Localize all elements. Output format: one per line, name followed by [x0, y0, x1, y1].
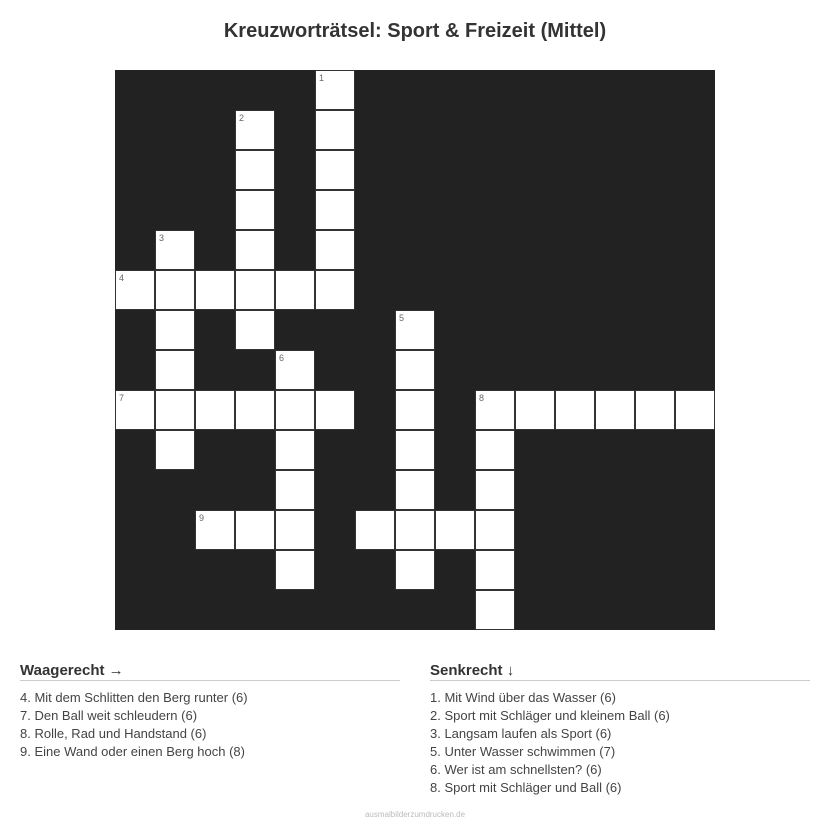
down-clue: 3. Langsam laufen als Sport (6): [430, 726, 612, 741]
clue-number: 3: [159, 233, 165, 243]
crossword-cell[interactable]: [435, 510, 475, 550]
crossword-cell[interactable]: [315, 110, 355, 150]
crossword-cell[interactable]: [395, 310, 435, 350]
crossword-cell[interactable]: [315, 70, 355, 110]
across-clues-section: [20, 662, 400, 761]
crossword-cell[interactable]: [235, 390, 275, 430]
across-clue: 7. Den Ball weit schleudern (6): [20, 708, 198, 723]
crossword-cell[interactable]: [395, 470, 435, 510]
crossword-cell[interactable]: [395, 550, 435, 590]
crossword-cell[interactable]: [475, 590, 515, 630]
crossword-cell[interactable]: [195, 270, 235, 310]
clue-number: 6: [279, 353, 285, 363]
clue-number: 5: [399, 313, 405, 323]
crossword-cell[interactable]: [155, 230, 195, 270]
crossword-cell[interactable]: [275, 270, 315, 310]
down-clue: 8. Sport mit Schläger und Ball (6): [430, 780, 622, 795]
down-clue-list: [430, 689, 810, 797]
crossword-cell[interactable]: [235, 150, 275, 190]
crossword-cell[interactable]: [235, 230, 275, 270]
crossword-cell[interactable]: [315, 270, 355, 310]
crossword-cell[interactable]: [595, 390, 635, 430]
crossword-cell[interactable]: [315, 150, 355, 190]
crossword-cell[interactable]: [395, 510, 435, 550]
clue-number: 4: [119, 273, 125, 283]
crossword-cell[interactable]: [235, 190, 275, 230]
crossword-cell[interactable]: [315, 390, 355, 430]
crossword-cell[interactable]: [275, 550, 315, 590]
across-clue: 9. Eine Wand oder einen Berg hoch (8): [20, 744, 245, 759]
crossword-grid: [115, 70, 715, 630]
crossword-cell[interactable]: [555, 390, 595, 430]
crossword-cell[interactable]: [195, 390, 235, 430]
down-clue: 6. Wer ist am schnellsten? (6): [430, 762, 602, 777]
crossword-cell[interactable]: [395, 430, 435, 470]
crossword-cell[interactable]: [115, 390, 155, 430]
crossword-cell[interactable]: [195, 510, 235, 550]
crossword-cell[interactable]: [475, 430, 515, 470]
clue-number: 9: [199, 513, 205, 523]
crossword-cell[interactable]: [635, 390, 675, 430]
crossword-cell[interactable]: [275, 390, 315, 430]
crossword-cell[interactable]: [395, 350, 435, 390]
down-heading: Senkrecht ↓: [430, 662, 810, 681]
crossword-cell[interactable]: [475, 510, 515, 550]
crossword-cell[interactable]: [275, 430, 315, 470]
footer-credit: ausmalbilderzumdrucken.de: [364, 810, 466, 819]
across-clue: 4. Mit dem Schlitten den Berg runter (6): [20, 690, 248, 705]
crossword-cell[interactable]: [275, 510, 315, 550]
crossword-cell[interactable]: [475, 470, 515, 510]
page-title: Kreuzworträtsel: Sport & Freizeit (Mittel): [223, 20, 607, 42]
crossword-cell[interactable]: [155, 390, 195, 430]
clue-number: 8: [479, 393, 485, 403]
crossword-cell[interactable]: [275, 350, 315, 390]
across-clue: 8. Rolle, Rad und Handstand (6): [20, 726, 207, 741]
crossword-cell[interactable]: [155, 270, 195, 310]
crossword-cell[interactable]: [155, 350, 195, 390]
down-clue: 2. Sport mit Schläger und kleinem Ball (6): [430, 708, 670, 723]
down-clue: 1. Mit Wind über das Wasser (6): [430, 690, 616, 705]
crossword-cell[interactable]: [475, 550, 515, 590]
crossword-cell[interactable]: [235, 510, 275, 550]
across-heading: Waagerecht →: [20, 662, 400, 681]
crossword-cell[interactable]: [235, 310, 275, 350]
crossword-cell[interactable]: [355, 510, 395, 550]
crossword-cell[interactable]: [275, 470, 315, 510]
crossword-cell[interactable]: [675, 390, 715, 430]
crossword-cell[interactable]: [395, 390, 435, 430]
crossword-cell[interactable]: [315, 190, 355, 230]
clue-number: 2: [239, 113, 245, 123]
down-clue: 5. Unter Wasser schwimmen (7): [430, 744, 616, 759]
clue-number: 1: [319, 73, 325, 83]
across-clue-list: [20, 689, 400, 761]
crossword-cell[interactable]: [315, 230, 355, 270]
crossword-cell[interactable]: [155, 430, 195, 470]
crossword-cell[interactable]: [235, 110, 275, 150]
crossword-cell[interactable]: [155, 310, 195, 350]
clue-number: 7: [119, 393, 125, 403]
crossword-cell[interactable]: [235, 270, 275, 310]
crossword-cell[interactable]: [115, 270, 155, 310]
down-clues-section: [430, 662, 810, 797]
crossword-cell[interactable]: [515, 390, 555, 430]
crossword-cell[interactable]: [475, 390, 515, 430]
